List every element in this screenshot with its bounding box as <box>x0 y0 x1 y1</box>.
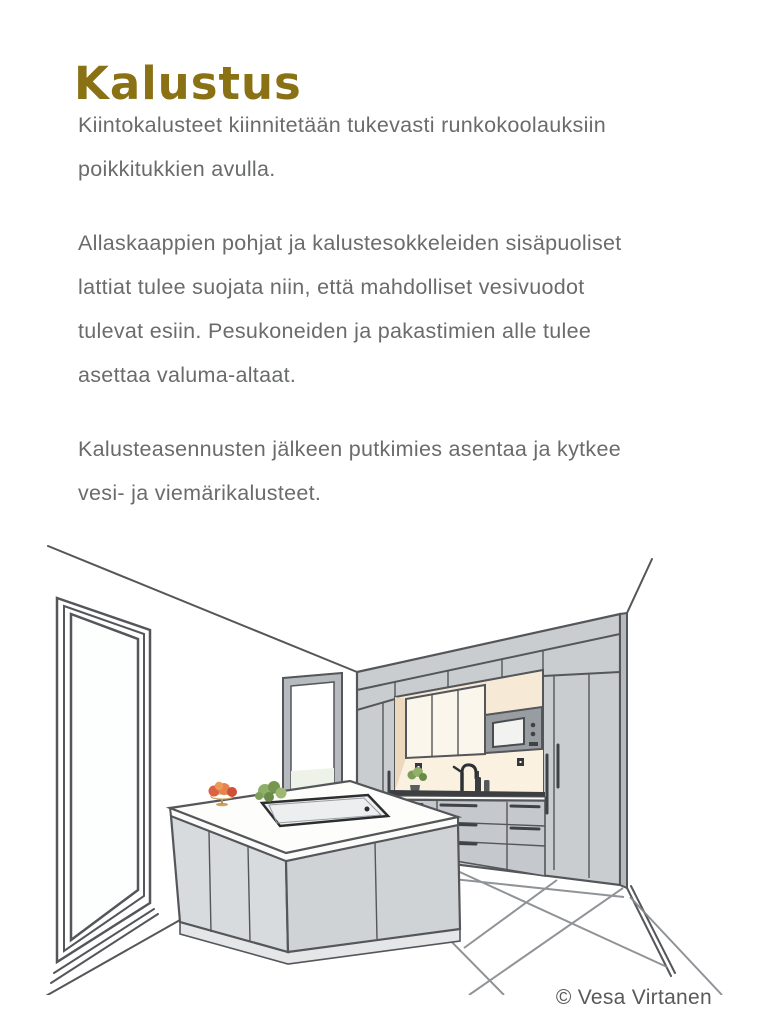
copyright-credit: © Vesa Virtanen <box>555 986 712 1009</box>
paragraph-1 <box>78 103 740 191</box>
microwave <box>485 707 542 753</box>
text-line: Kalusteasennusten jälkeen putkimies asentaa ja kytkee <box>78 437 621 461</box>
text-line: vesi- ja viemärikalusteet. <box>78 481 322 505</box>
background-door <box>283 673 342 797</box>
page-title: Kalustus <box>74 57 302 111</box>
window <box>44 598 180 995</box>
soap-bottle <box>484 780 490 792</box>
text-line: tulevat esiin. Pesukoneiden ja pakastimien alle tulee <box>78 319 592 343</box>
kitchen-illustration <box>34 545 734 995</box>
kitchen-island <box>170 781 460 964</box>
soap-bottle <box>475 777 481 792</box>
text-line: Kiintokalusteet kiinnitetään tukevasti runkokoolauksiin <box>78 113 607 137</box>
wall-corner <box>627 613 675 976</box>
text-line: Allaskaappien pohjat ja kalustesokkeleiden sisäpuoliset <box>78 231 622 255</box>
text-line: poikkitukkien avulla. <box>78 157 276 181</box>
text-line: asettaa valuma-altaat. <box>78 363 297 387</box>
paragraph-2 <box>78 221 740 397</box>
text-line: lattiat tulee suojata niin, että mahdolliset vesivuodot <box>78 275 585 299</box>
paragraph-3 <box>78 427 740 515</box>
body-text <box>78 103 740 545</box>
